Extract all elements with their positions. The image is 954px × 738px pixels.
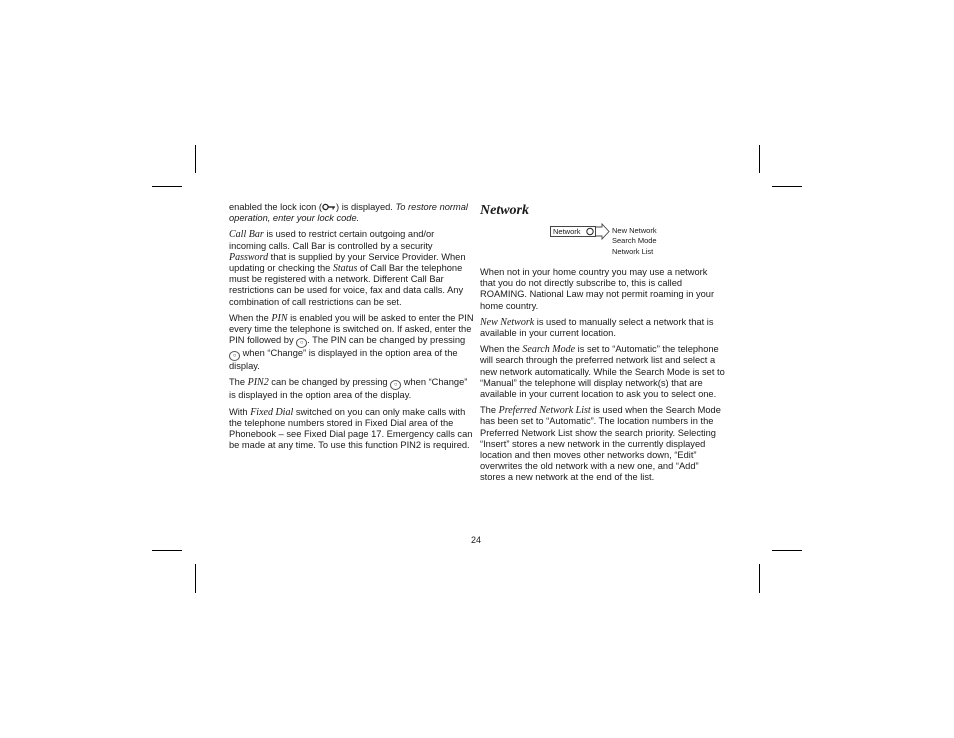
text: The (229, 377, 248, 388)
text: when “Change” is displayed in the option area of the display. (229, 377, 468, 401)
soft-key-icon: ○ (229, 351, 240, 361)
text: is set to “Automatic” the telephone will search through the preferred network list and select a new network automatically. While the Search Mode is set to “Manual” the telephone will display network(s) that are available in your current location to ask you to select one. (480, 344, 725, 400)
menu-item-search-mode: Search Mode (612, 236, 657, 246)
text: is used when the Search Mode has been set to “Automatic”. The location numbers in the Preferred Network List show the search priority. Selecting “Insert” stores a new network in the currently displayed location and then moves other networks down, “Edit” overwrites the old network with a new one, and “Add” stores a new network at the end of the list. (480, 405, 721, 483)
crop-mark (759, 145, 760, 173)
text: When the (229, 312, 272, 323)
crop-mark (772, 186, 802, 187)
term: Search Mode (522, 344, 576, 356)
crop-mark (152, 186, 182, 187)
text: when “Change” is displayed in the option area of the display. (229, 348, 458, 372)
menu-item-network-list: Network List (612, 246, 654, 256)
term: PIN2 (247, 377, 269, 389)
term: Fixed Dial (250, 406, 294, 418)
text: switched on you can only make calls with the telephone numbers stored in Fixed Dial area of the Phonebook – see Fixed Dial page 17. Emergency calls can be made at any time. To use this function PIN2 is required. (229, 406, 473, 451)
paragraph-call-bar (229, 229, 474, 307)
text: . The PIN can be changed by pressing (307, 335, 466, 346)
section-heading: Network (480, 203, 529, 218)
paragraph-pin (229, 313, 474, 373)
paragraph-fixed-dial (229, 407, 474, 452)
term: New Network (480, 316, 535, 328)
term: Preferred Network List (498, 405, 591, 417)
menu-label: Network (553, 227, 581, 236)
text: ) is displayed. (336, 202, 396, 212)
crop-mark (195, 564, 196, 593)
crop-mark (772, 550, 802, 551)
paragraph-pin2 (229, 377, 474, 401)
crop-mark (152, 550, 182, 551)
right-column (480, 267, 725, 489)
left-column (229, 202, 474, 456)
paragraph-search-mode (480, 344, 725, 400)
term: Call Bar (229, 229, 264, 241)
soft-key-icon: ○ (296, 338, 307, 348)
menu-arrow-icon (583, 223, 611, 240)
text: With (229, 406, 251, 417)
text: is used to restrict certain outgoing and/or incoming calls. Call Bar is controlled by a security (229, 229, 435, 251)
text: When the (480, 344, 523, 355)
paragraph-new-network (480, 317, 725, 339)
text: To restore normal operation, enter your lock code. (229, 202, 468, 224)
term: Password (229, 251, 269, 263)
paragraph-lock (229, 202, 474, 224)
menu-item-new-network: New Network (612, 226, 657, 235)
crop-mark (195, 145, 196, 173)
soft-key-icon: ○ (390, 380, 401, 390)
term: PIN (271, 312, 288, 324)
page-number: 24 (471, 535, 482, 545)
paragraph-preferred-list (480, 405, 725, 483)
term: Status (332, 263, 358, 275)
text: can be changed by pressing (268, 377, 391, 388)
text: enabled the lock icon ( (229, 202, 323, 212)
text: that is supplied by your Service Provider. When updating or checking the (229, 251, 466, 274)
menu-options (612, 226, 657, 257)
text: is used to manually select a network that is available in your current location. (480, 316, 714, 339)
text: The (480, 405, 499, 416)
paragraph-roaming: When not in your home country you may use a network that you do not directly subscribe to, this is called ROAMING. National Law may not permit roaming in your home country. (480, 267, 715, 311)
text: is enabled you will be asked to enter the PIN every time the telephone is switched on. If asked, enter the PIN followed by (229, 312, 474, 346)
text: of Call Bar the telephone must be registered with a network. Different Call Bar restrictions can be used for voice, fax and data calls. Any combination of call restrictions can be set. (229, 263, 464, 307)
key-icon (322, 203, 336, 211)
crop-mark (759, 564, 760, 593)
